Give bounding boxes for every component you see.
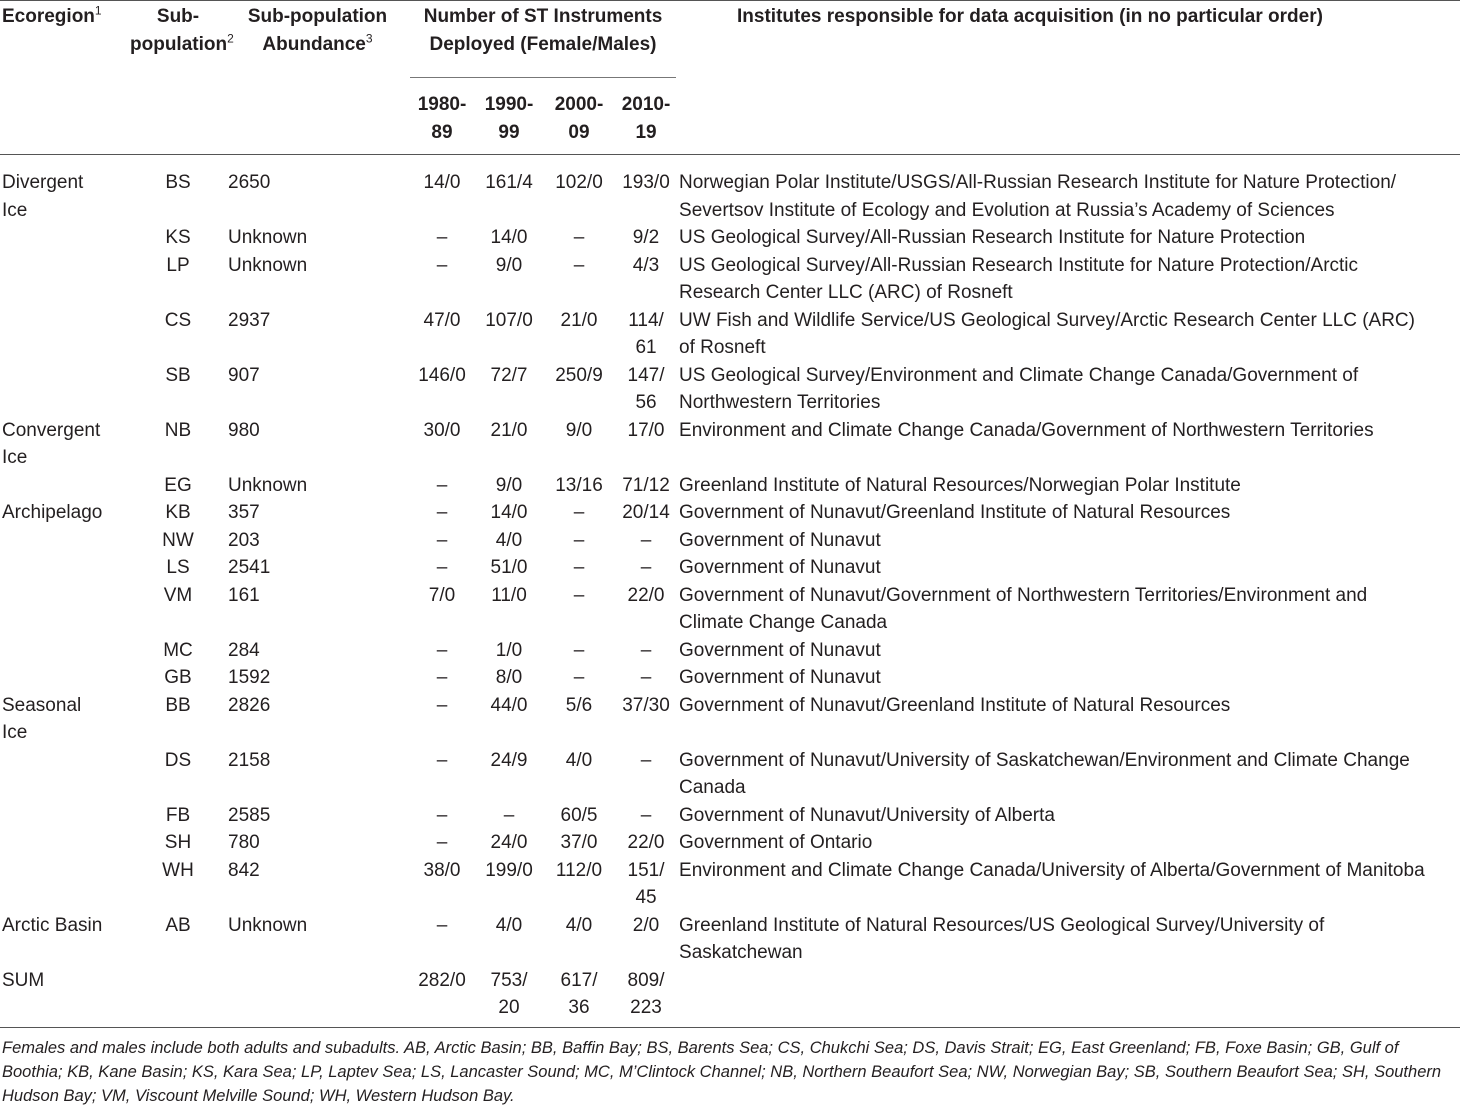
abundance-cell: 161 [228,584,260,606]
table-bottom-rule [0,1027,1460,1028]
institutes-cell-line: Environment and Climate Change Canada/University of Alberta/Government of Manitoba [679,859,1425,881]
table-body [0,155,1460,1022]
count-2010s-cell-line: – [640,749,652,771]
institutes-cell [677,747,1460,802]
count-2010s-cell [615,829,677,857]
count-2000s-cell: 4/0 [565,749,593,771]
count-1980s-cell: – [436,254,448,276]
ecoregion-cell-line: Seasonal [2,694,82,716]
count-2000s-cell: – [573,584,585,606]
sum-1990s-cell-line: 753/ [490,969,528,991]
institutes-cell [677,224,1460,252]
table-row [0,912,1460,967]
institutes-cell-line: Government of Nunavut/Greenland Institute of Natural Resources [679,502,1231,523]
count-1980s-cell: – [436,914,448,936]
abundance-cell: 357 [228,502,260,523]
header-decade-2000: 2000- 09 [554,94,604,143]
ecoregion-cell-line: Divergent [2,172,84,193]
data-table [0,3,1460,1022]
ecoregion-cell [0,362,130,417]
count-2010s-cell-line: 114/ [628,309,664,331]
count-2010s-cell-line: – [640,667,652,688]
count-1990s-cell: – [503,804,515,826]
count-1980s-cell: – [436,832,448,853]
institutes-cell [677,554,1460,582]
institutes-cell-line: Government of Nunavut/Government of Northwestern Territories/Environment and [679,584,1368,606]
count-2000s-cell: – [573,227,585,248]
institutes-cell [677,307,1460,362]
count-1980s-cell: – [436,667,448,688]
count-1990s-cell: 21/0 [490,419,528,441]
count-2000s-cell: 9/0 [565,419,593,441]
count-2000s-cell: 112/0 [555,859,603,881]
count-1990s-cell: 9/0 [495,254,523,276]
sum-2000s-cell-line: 617/ [560,969,598,991]
institutes-cell [677,417,1460,472]
table-row [0,554,1460,582]
institutes-cell-line: US Geological Survey/Environment and Climate Change Canada/Government of [679,364,1359,386]
institutes-cell-line: Government of Ontario [679,832,873,853]
sum-2000s-cell-line: 36 [568,997,590,1018]
institutes-cell-line: Climate Change Canada [679,612,888,633]
institutes-cell [677,912,1460,967]
count-1990s-cell: 44/0 [490,694,528,716]
count-1980s-cell: – [436,502,448,523]
table-row [0,252,1460,307]
subpopulation-cell: BS [165,172,191,193]
institutes-cell [677,362,1460,417]
count-1990s-cell: 9/0 [495,474,523,496]
header-subpopulation: Sub- population$^2$ [130,6,234,55]
count-1980s-cell: 47/0 [423,309,461,331]
ecoregion-cell [0,224,130,252]
ecoregion-cell-line: Ice [2,722,28,743]
institutes-cell [677,169,1460,224]
institutes-cell-line: Greenland Institute of Natural Resources/US Geological Survey/University of [679,914,1325,936]
count-1980s-cell: – [436,529,448,551]
table-footnote: Females and males include both adults and subadults. AB, Arctic Basin; BB, Baffin Bay; BS, Barents Sea; CS, Chukchi Sea; DS, Davis Strait; EG, East Greenland; FB, Foxe Basin; GB, Gulf of Boothia; KB, Kane Basin; KS, Kara Sea; LP, Laptev Sea; LS, Lancaster Sound; MC, M’Clintock Channel; NB, Northern Beaufort Sea; NW, Norwegian Bay; SB, Southern Beaufort Sea; SH, Southern Hudson Bay; VM, Viscount Melville Sound; WH, Western Hudson Bay. [2,1039,1442,1105]
institutes-cell-line: of Rosneft [679,337,766,358]
count-1980s-cell: – [436,694,448,716]
ecoregion-cell-line: Archipelago [2,502,103,523]
sum-1990s-cell [475,967,543,1022]
count-2000s-cell: 60/5 [560,804,598,826]
count-2000s-cell: 37/0 [560,832,598,853]
count-2010s-cell [615,499,677,527]
ecoregion-cell [0,664,130,692]
count-2010s-cell-line: 71/12 [622,474,670,496]
count-2000s-cell: – [573,557,585,578]
abundance-cell: 780 [228,832,260,853]
institutes-cell-line: Government of Nunavut [679,667,881,688]
abundance-cell: Unknown [228,914,308,936]
subpopulation-cell: MC [163,639,193,661]
count-1990s-cell: 72/7 [490,364,528,386]
ecoregion-cell [0,582,130,637]
ecoregion-cell [0,472,130,500]
institutes-cell [677,472,1460,500]
count-2010s-cell-line: – [640,529,652,551]
count-2010s-cell-line: – [640,639,652,661]
subpopulation-cell: WH [162,859,194,881]
abundance-cell: 2937 [228,309,271,331]
subpopulation-cell: LP [166,254,190,276]
count-2010s-cell [615,307,677,362]
ecoregion-cell [0,527,130,555]
ecoregion-cell [0,499,130,527]
institutes-cell-line: Government of Nunavut/Greenland Institute of Natural Resources [679,694,1231,716]
subpopulation-cell: LS [166,557,190,578]
table-header [0,3,1460,155]
institutes-cell-line: UW Fish and Wildlife Service/US Geological Survey/Arctic Research Center LLC (ARC) [679,309,1415,331]
institutes-cell [677,582,1460,637]
institutes-cell [677,499,1460,527]
count-2010s-cell [615,637,677,665]
count-1980s-cell: 146/0 [418,364,466,386]
table-row [0,637,1460,665]
institutes-cell-line: Norwegian Polar Institute/USGS/All-Russian Research Institute for Nature Protection/ [679,172,1397,193]
table-row [0,417,1460,472]
count-2010s-cell-line: 37/30 [622,694,670,716]
institutes-cell-line: US Geological Survey/All-Russian Research Institute for Nature Protection/Arctic [679,254,1359,276]
count-1980s-cell: – [436,227,448,248]
abundance-cell: 2585 [228,804,271,826]
ecoregion-cell [0,417,130,472]
subpopulation-cell: BB [165,694,191,716]
count-2010s-cell-line: 61 [635,337,657,358]
abundance-cell: 284 [228,639,260,661]
abundance-cell: 203 [228,529,260,551]
sum-1990s-cell-line: 20 [498,997,520,1018]
count-2000s-cell: – [573,502,585,523]
subpopulation-cell: SB [165,364,191,386]
count-1980s-cell: – [436,557,448,578]
count-2010s-cell-line: 45 [635,887,657,908]
table-row [0,527,1460,555]
count-1990s-cell: 4/0 [495,914,523,936]
count-1990s-cell: 8/0 [495,667,523,688]
count-2000s-cell: 5/6 [565,694,593,716]
table-row [0,692,1460,747]
sum-2010s-cell-line: 223 [630,997,662,1018]
count-2000s-cell: 13/16 [555,474,603,496]
count-2010s-cell [615,692,677,747]
count-2010s-cell [615,747,677,802]
header-decade-2010: 2010- 19 [621,94,671,143]
subpopulation-cell: GB [164,667,192,688]
subpopulation-cell: DS [164,749,192,771]
count-2010s-cell-line: 193/0 [622,172,670,193]
ecoregion-cell [0,857,130,912]
count-2000s-cell: 4/0 [565,914,593,936]
ecoregion-cell [0,637,130,665]
table-row [0,307,1460,362]
count-2000s-cell: – [573,254,585,276]
table-row [0,857,1460,912]
count-1990s-cell: 14/0 [490,227,528,248]
abundance-cell: Unknown [228,227,308,248]
count-2010s-cell [615,554,677,582]
table-row [0,664,1460,692]
count-2000s-cell: – [573,639,585,661]
header-ecoregion: Ecoregion$^1$ [2,3,102,27]
institutes-cell-line: Government of Nunavut [679,639,881,661]
header-decade-1990: 1990- 99 [484,94,534,143]
count-1980s-cell: 38/0 [423,859,461,881]
institutes-cell-line: Severtsov Institute of Ecology and Evolution at Russia’s Academy of Sciences [679,199,1335,221]
count-2010s-cell [615,252,677,307]
institutes-cell [677,802,1460,830]
count-2010s-cell-line: – [640,804,652,826]
header-decade-1980: 1980- 89 [417,94,467,143]
ecoregion-cell [0,554,130,582]
abundance-cell: 1592 [228,667,271,688]
ecoregion-cell [0,307,130,362]
header-institutes: Institutes responsible for data acquisition (in no particular order) [737,6,1323,27]
institutes-cell-line: Government of Nunavut/University of Saskatchewan/Environment and Climate Change [679,749,1410,771]
count-1990s-cell: 199/0 [485,859,533,881]
count-1980s-cell: – [436,474,448,496]
count-2010s-cell [615,169,677,224]
table-row [0,802,1460,830]
subpopulation-cell: VM [163,584,193,606]
ecoregion-cell [0,829,130,857]
count-1990s-cell: 1/0 [495,639,523,661]
subpopulation-cell: EG [164,474,192,496]
count-1990s-cell: 107/0 [485,309,533,331]
count-2010s-cell-line: 2/0 [632,914,660,936]
count-2010s-cell-line: 147/ [627,364,665,386]
table-row [0,169,1460,224]
count-2010s-cell [615,527,677,555]
institutes-cell [677,527,1460,555]
sum-2000s-cell [543,967,615,1022]
institutes-cell [677,252,1460,307]
institutes-cell-line: Greenland Institute of Natural Resources/Norwegian Polar Institute [679,474,1241,496]
abundance-cell: 2158 [228,749,271,771]
count-1990s-cell: 4/0 [495,529,523,551]
count-2010s-cell [615,472,677,500]
count-2010s-cell [615,857,677,912]
count-1990s-cell: 24/9 [490,749,528,771]
count-1980s-cell: – [436,804,448,826]
table-row [0,362,1460,417]
count-1980s-cell: 7/0 [428,584,456,606]
institutes-cell [677,829,1460,857]
ecoregion-cell-line: Ice [2,447,28,468]
count-2010s-cell [615,362,677,417]
institutes-cell [677,857,1460,912]
subpopulation-cell: NW [162,529,194,551]
count-2010s-cell-line: 9/2 [632,227,660,248]
subpopulation-cell: NB [164,419,192,441]
institutes-cell-line: Research Center LLC (ARC) of Rosneft [679,282,1013,303]
institutes-cell [677,637,1460,665]
table-top-rule [0,0,1460,1]
sum-2010s-cell [615,967,677,1022]
institutes-cell-line: Northwestern Territories [679,392,881,413]
count-1980s-cell: 14/0 [423,172,461,193]
subpopulation-cell: KS [165,227,191,248]
subpopulation-cell: AB [165,914,191,936]
abundance-cell: Unknown [228,474,308,496]
subpopulation-cell: KB [165,502,191,523]
abundance-cell: 980 [228,419,260,441]
count-2000s-cell: 21/0 [560,309,598,331]
count-2010s-cell [615,802,677,830]
ecoregion-cell-line: Arctic Basin [2,914,103,936]
institutes-cell [677,664,1460,692]
ecoregion-cell [0,912,130,967]
count-1990s-cell: 161/4 [485,172,533,193]
institutes-cell-line: Government of Nunavut/University of Alberta [679,804,1055,826]
table-row [0,499,1460,527]
count-2010s-cell [615,912,677,967]
count-2010s-cell-line: 56 [635,392,657,413]
ecoregion-cell [0,802,130,830]
table-row [0,747,1460,802]
abundance-cell: 907 [228,364,260,386]
ecoregion-cell [0,692,130,747]
count-1980s-cell: 30/0 [423,419,461,441]
institutes-cell-line: Environment and Climate Change Canada/Government of Northwestern Territories [679,419,1374,441]
count-2010s-cell-line: 151/ [627,859,665,881]
count-2000s-cell: 102/0 [555,172,603,193]
sum-2010s-cell-line: 809/ [627,969,665,991]
count-2010s-cell [615,582,677,637]
institutes-cell-line: Government of Nunavut [679,557,881,578]
institutes-cell [677,692,1460,747]
ecoregion-cell [0,169,130,224]
institutes-cell-line: Saskatchewan [679,942,803,963]
count-2010s-cell [615,417,677,472]
count-2010s-cell-line: 22/0 [627,584,665,606]
count-1990s-cell: 24/0 [490,832,528,853]
subpopulation-cell: FB [165,804,191,826]
institutes-cell-line: Canada [679,777,746,798]
ecoregion-cell [0,747,130,802]
count-2010s-cell-line: 20/14 [622,502,670,523]
header-st-instruments: Number of ST Instruments Deployed (Female/Males) [423,6,663,55]
abundance-cell: 2541 [228,557,271,578]
institutes-cell-line: Government of Nunavut [679,529,881,551]
sum-1980s-cell [409,967,475,1022]
count-2010s-cell-line: 4/3 [632,254,660,276]
count-2010s-cell [615,224,677,252]
table-row [0,829,1460,857]
ecoregion-cell-line: Convergent [2,419,101,441]
empty-cell [677,967,1460,1022]
count-1980s-cell: – [436,639,448,661]
count-2000s-cell: – [573,667,585,688]
count-1980s-cell: – [436,749,448,771]
header-abundance: Sub-population Abundance$^3$ [247,6,388,55]
sum-row [0,967,1460,1022]
abundance-cell: Unknown [228,254,308,276]
abundance-cell: 2650 [228,172,271,193]
subpopulation-cell: CS [164,309,192,331]
ecoregion-cell-line: Ice [2,199,28,221]
empty-cell [130,967,226,1022]
count-2010s-cell [615,664,677,692]
count-2010s-cell-line: 17/0 [627,419,665,441]
count-2000s-cell: – [573,529,585,551]
abundance-cell: 842 [228,859,260,881]
table-row [0,582,1460,637]
table-row [0,472,1460,500]
count-2010s-cell-line: 22/0 [627,832,665,853]
count-1990s-cell: 51/0 [490,557,528,578]
subpopulation-cell: SH [164,832,192,853]
count-2010s-cell-line: – [640,557,652,578]
sum-1980s-cell-line: 282/0 [418,969,466,991]
count-1990s-cell: 11/0 [491,584,527,606]
abundance-cell: 2826 [228,694,271,716]
sum-label: SUM [2,969,45,991]
ecoregion-cell [0,252,130,307]
empty-cell [226,967,409,1022]
count-1990s-cell: 14/0 [490,502,528,523]
table-row [0,224,1460,252]
institutes-cell-line: US Geological Survey/All-Russian Research Institute for Nature Protection [679,227,1306,248]
count-2000s-cell: 250/9 [555,364,603,386]
